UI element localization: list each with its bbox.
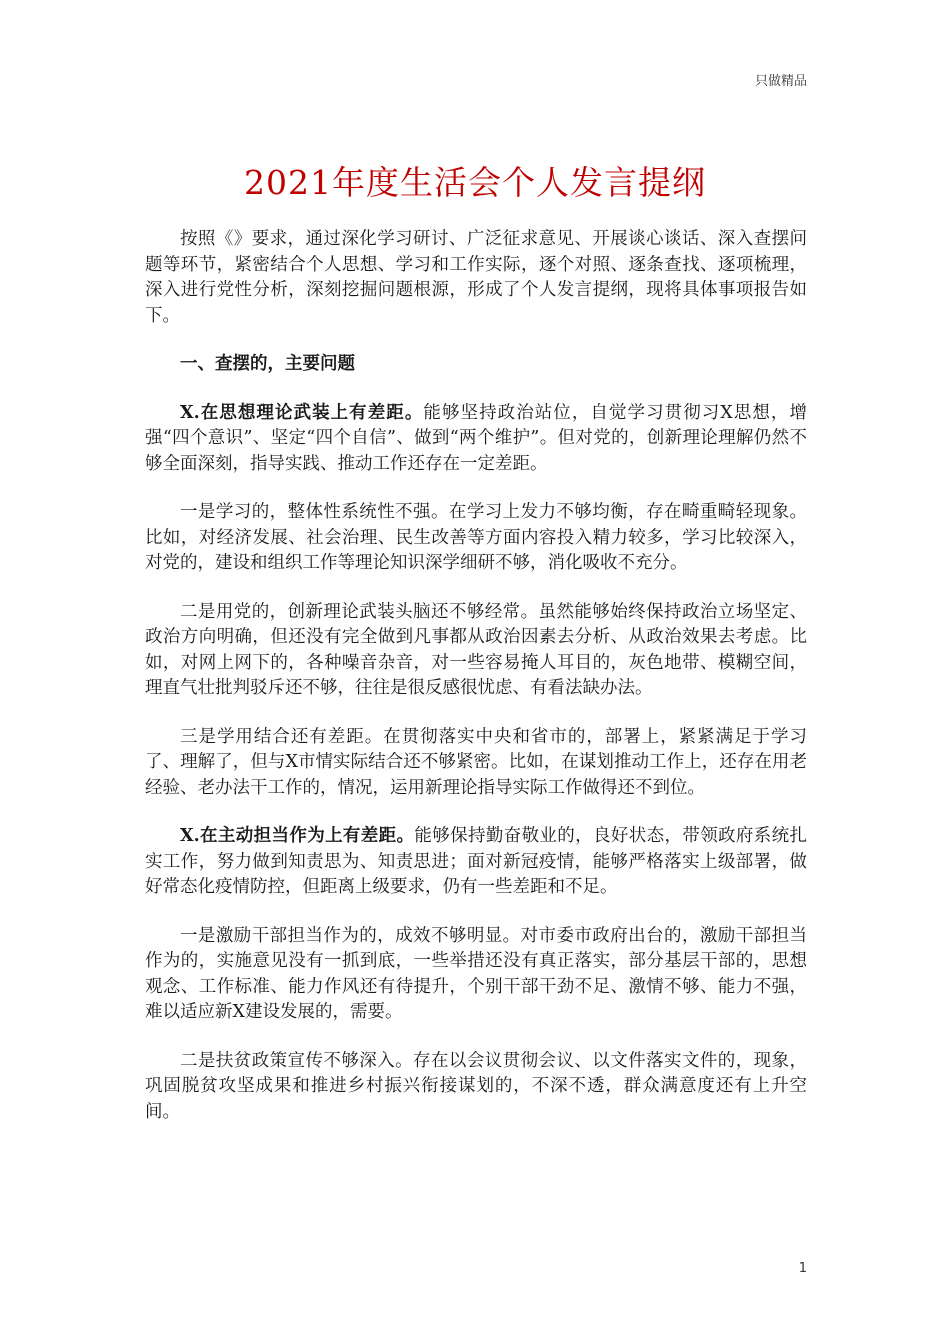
header-note: 只做精品 <box>754 74 807 89</box>
item2-paragraph <box>145 824 807 901</box>
item2-point1-paragraph: 一是激励干部担当作为的，成效不够明显。对市委市政府出台的，激励干部担当作为的，实施意见没有一抓到底，一些举措还没有真正落实，部分基层干部的，思想观念、工作标准、能力作风还有待提升，个别干部干劲不足、激情不够、能力不强，难以适应新X建设发展的，需要。 <box>145 925 807 1022</box>
document-title: 2021年度生活会个人发言提纲 <box>244 163 706 202</box>
section-heading: 一、查摆的，主要问题 <box>180 354 355 374</box>
page-number: 1 <box>798 1261 807 1276</box>
item2-text: 能够保持勤奋敬业的，良好状态，带领政府系统扎实工作，努力做到知责思为、知责思进；面对新冠疫情，能够严格落实上级部署，做好常态化疫情防控，但距离上级要求，仍有一些差距和不足。 <box>145 826 808 897</box>
item2-lead: X.在主动担当作为上有差距。 <box>180 826 415 846</box>
item1-point3-paragraph: 三是学用结合还有差距。在贯彻落实中央和省市的，部署上，紧紧满足于学习了、理解了，但与X市情实际结合还不够紧密。比如，在谋划推动工作上，还存在用老经验、老办法干工作的，情况，运用新理论指导实际工作做得还不到位。 <box>145 726 807 798</box>
intro-paragraph: 按照《》要求，通过深化学习研讨、广泛征求意见、开展谈心谈话、深入查摆问题等环节，紧密结合个人思想、学习和工作实际，逐个对照、逐条查找、逐项梳理，深入进行党性分析，深刻挖掘问题根源，形成了个人发言提纲，现将具体事项报告如下。 <box>145 229 807 326</box>
item2-point2-paragraph: 二是扶贫政策宣传不够深入。存在以会议贯彻会议、以文件落实文件的，现象，巩固脱贫攻坚成果和推进乡村振兴衔接谋划的，不深不透，群众满意度还有上升空间。 <box>145 1050 807 1122</box>
item1-lead: X.在思想理论武装上有差距。 <box>180 402 424 423</box>
item1-paragraph <box>145 401 807 478</box>
item1-point2-paragraph: 二是用党的，创新理论武装头脑还不够经常。虽然能够始终保持政治立场坚定、政治方向明确，但还没有完全做到凡事都从政治因素去分析、从政治效果去考虑。比如，对网上网下的，各种噪音杂音，对一些容易掩人耳目的，灰色地带、模糊空间，理直气壮批判驳斥还不够，往往是很反感很忧虑、有看法缺办法。 <box>145 601 807 698</box>
item1-point1-paragraph: 一是学习的，整体性系统性不强。在学习上发力不够均衡，存在畸重畸轻现象。比如，对经济发展、社会治理、民生改善等方面内容投入精力较多，学习比较深入，对党的，建设和组织工作等理论知识深学细研不够，消化吸收不充分。 <box>145 502 807 573</box>
item1-text: 能够坚持政治站位，自觉学习贯彻习X思想，增强“四个意识”、坚定“四个自信”、做到“两个维护”。但对党的，创新理论理解仍然不够全面深刻，指导实践、推动工作还存在一定差距。 <box>145 402 807 474</box>
document-body <box>145 227 807 1148</box>
